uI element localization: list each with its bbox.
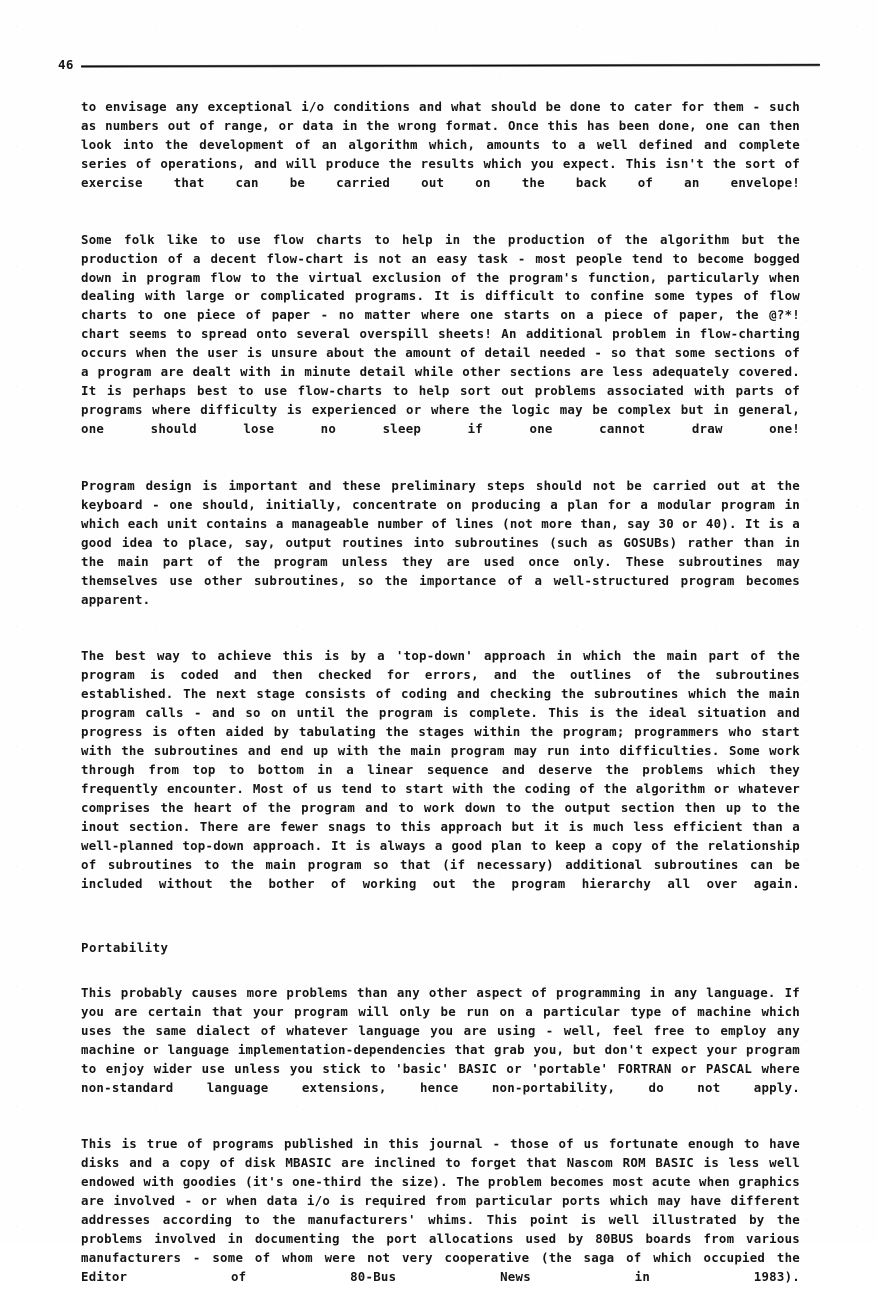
paragraph-program-design: Program design is important and these preliminary steps should not be carried out at the keyboard - one should, initially, concentrate on producing a plan for a modular program in which each unit contains a manageable number of lines (not more than, say 30 or 40). It is a good idea to place, say, output routines into subroutines (such as GOSUBs) rather than in the main part of the program unless they are used once only. These subroutines may themselves use other subroutines, so the importance of a well-structured program becomes apparent. [81, 477, 800, 607]
page-number: 46 [58, 56, 74, 72]
paragraph-flow-charts: Some folk like to use flow charts to help in the production of the algorithm but the production of a decent flow-chart is not an easy task - most people tend to become bogged down in program flow to the virtual exclusion of the program's function, particularly when dealing with large or complicated programs. It is difficult to confine some types of flow charts to one piece of paper - no matter where one starts on a piece of paper, the @?*! chart seems to spread onto several overspill sheets! An additional problem in flow-charting occurs when the user is unsure about the amount of detail needed - so that some sections of a program are dealt with in minute detail while other sections are less adequately covered. It is perhaps best to use flow-charts to help sort out problems associated with parts of programs where difficulty is experienced or where the logic may be complex but in general, one should lose no sleep if one cannot draw one! [81, 231, 800, 437]
section-heading-portability: Portability [81, 939, 169, 955]
paragraph-journal-mbasic: This is true of programs published in this journal - those of us fortunate enough to have disks and a copy of disk MBASIC are inclined to forget that Nascom ROM BASIC is less well endowed with goodies (it's one-third the size). The problem becomes most acute when graphics are involved - or when data i/o is required from particular ports which may have different addresses according to the manufacturers' whims. This point is well illustrated by the problems involved in documenting the port allocations used by 80BUS boards from various manufacturers - some of whom were not very cooperative (the saga of which occupied the Editor of 80-Bus News in 1983). [81, 1136, 800, 1284]
page-header [58, 56, 820, 76]
paragraph-envisage-conditions: to envisage any exceptional i/o conditions and what should be done to cater for them - such as numbers out of range, or data in the wrong format. Once this has been done, one can then look into the development of an algorithm which, amounts to a well defined and complete series of operations, and will produce the results which you expect. This isn't the sort of exercise that can be carried out on the back of an envelope! [81, 99, 800, 190]
paragraph-top-down-approach: The best way to achieve this is by a 'top-down' approach in which the main part of the program is coded and then checked for errors, and the outlines of the subroutines established. The next stage consists of coding and checking the subroutines which the main program calls - and so on until the program is complete. This is the ideal situation and progress is often aided by tabulating the stages within the program; programmers who start with the subroutines and end up with the main program may run into difficulties. Some work through from top to bottom in a linear sequence and deserve the problems which they frequently encounter. Most of us tend to start with the coding of the algorithm or whatever comprises the heart of the program and to work down to the output section then up to the inout section. There are fewer snags to this approach but it is much less efficient than a well-planned top-down approach. It is always a good plan to keep a copy of the relationship of subroutines to the main program so that (if necessary) additional subroutines can be included without the bother of working out the program hierarchy all over again. [81, 648, 800, 891]
paragraph-portability-language: This probably causes more problems than any other aspect of programming in any language. If you are certain that your program will only be run on a particular type of machine which uses the same dialect of whatever language you are using - well, feel free to employ any machine or language implementation-dependencies that grab you, but don't expect your program to enjoy wider use unless you stick to 'basic' BASIC or 'portable' FORTRAN or PASCAL where non-standard language extensions, hence non-portability, do not apply. [81, 984, 800, 1095]
header-rule [81, 63, 820, 68]
text-column [81, 98, 800, 1306]
